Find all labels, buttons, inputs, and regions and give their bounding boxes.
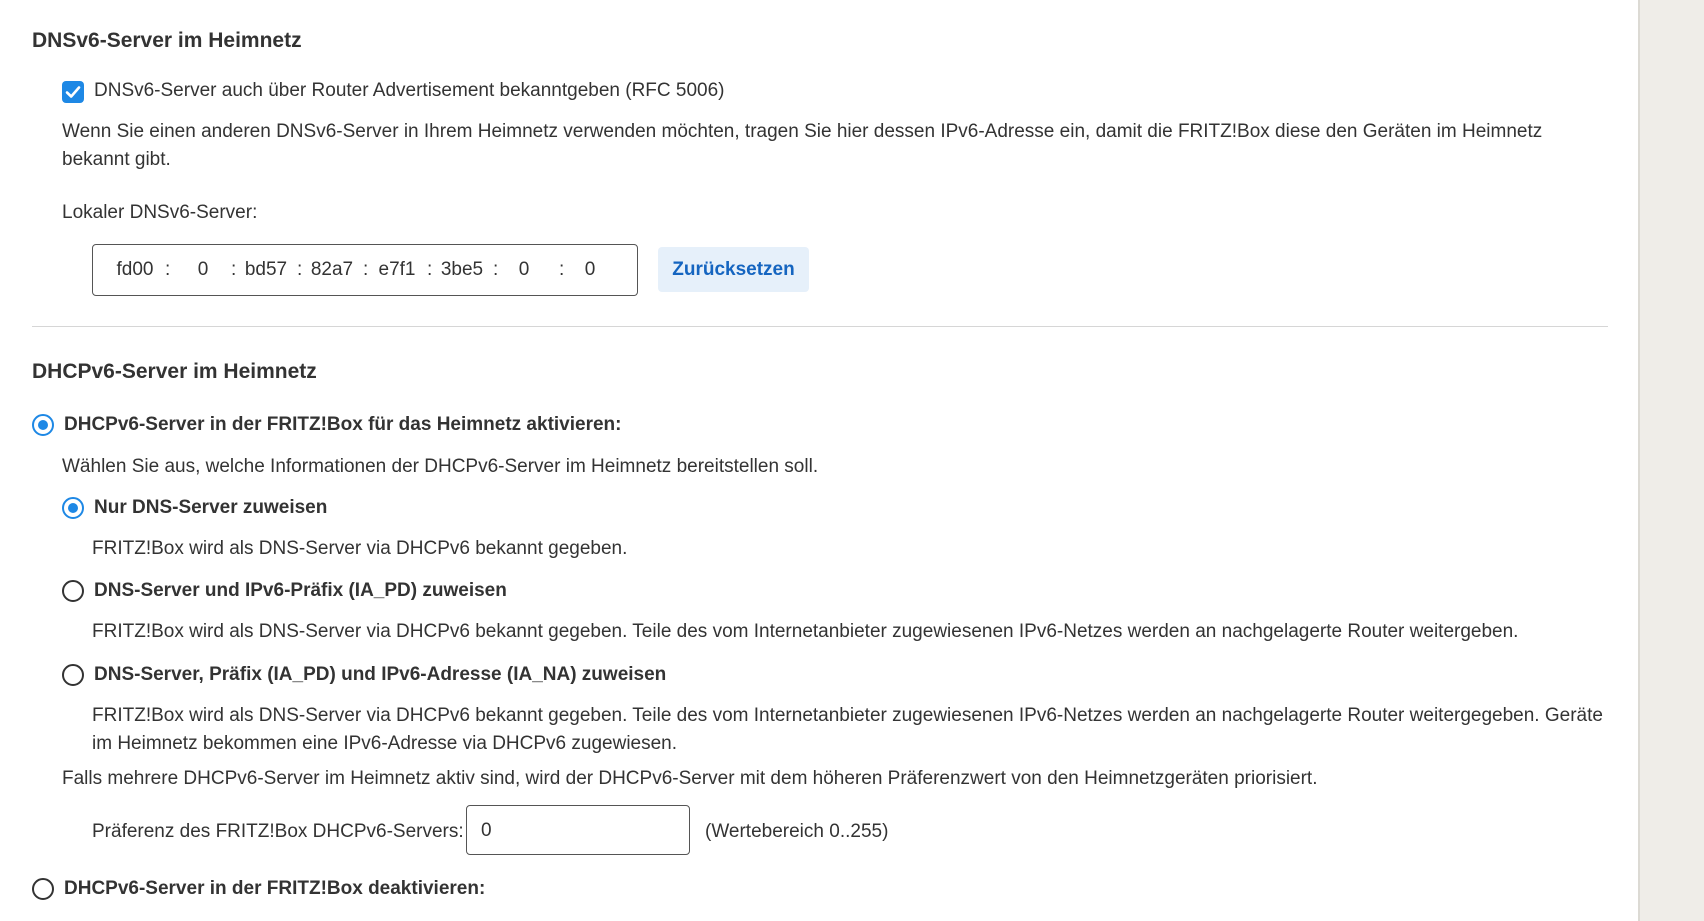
ip-segment-7[interactable]: 0 [518, 259, 530, 280]
dns-section-heading: DNSv6-Server im Heimnetz [32, 29, 302, 52]
option-dns-prefix-description: FRITZ!Box wird als DNS-Server via DHCPv6 bekannt gegeben. Teile des vom Internetanbieter zugewiesenen IPv6-Netzes werden an nachgelagerte Router weitergeben. [92, 621, 1519, 642]
ip-segment-3[interactable]: bd57 [244, 259, 288, 280]
option-dns-prefix-address-label[interactable]: DNS-Server, Präfix (IA_PD) und IPv6-Adresse (IA_NA) zuweisen [94, 664, 667, 685]
section-divider [32, 326, 1608, 327]
preference-label: Präferenz des FRITZ!Box DHCPv6-Servers: [92, 821, 464, 842]
option-dns-prefix-label[interactable]: DNS-Server und IPv6-Präfix (IA_PD) zuweisen [94, 580, 507, 601]
option-dns-prefix-address-description: FRITZ!Box wird als DNS-Server via DHCPv6 bekannt gegeben. Teile des vom Internetanbieter zugewiesenen IPv6-Netzes werden an nachgelagerte Router weitergegeben. Geräte im Heimnetz bekommen eine IPv6-Adresse via DHCPv6 zugewiesen. [92, 705, 1603, 754]
ip-separator: : [559, 259, 565, 280]
ip-segment-4[interactable]: 82a7 [310, 259, 354, 280]
option-dns-only-radio[interactable] [62, 497, 84, 519]
dhcp-deactivate-radio[interactable] [32, 878, 54, 900]
ip-segment-6[interactable]: 3be5 [440, 259, 484, 280]
ip-segment-1[interactable]: fd00 [116, 259, 154, 280]
dhcp-choose-text: Wählen Sie aus, welche Informationen der DHCPv6-Server im Heimnetz bereitstellen soll. [62, 456, 819, 477]
dhcp-priority-text: Falls mehrere DHCPv6-Server im Heimnetz aktiv sind, wird der DHCPv6-Server mit dem höheren Präferenzwert von den Heimnetzgeräten priorisiert. [62, 768, 1318, 789]
reset-button[interactable]: Zurücksetzen [658, 247, 809, 292]
option-dns-only-label[interactable]: Nur DNS-Server zuweisen [94, 497, 328, 518]
ip-separator: : [427, 259, 433, 280]
local-dns-label: Lokaler DNSv6-Server: [62, 202, 258, 223]
preference-value: 0 [481, 820, 492, 841]
dns-description: Wenn Sie einen anderen DNSv6-Server in Ihrem Heimnetz verwenden möchten, tragen Sie hier dessen IPv6-Adresse ein, damit die FRITZ!Box diese den Geräten im Heimnetz bekannt gibt. [62, 121, 1543, 170]
dhcp-activate-radio[interactable] [32, 414, 54, 436]
ipv6-address-input[interactable] [92, 244, 638, 296]
checkmark-icon [64, 83, 82, 101]
option-dns-prefix-address-radio[interactable] [62, 664, 84, 686]
dns-advertise-label[interactable]: DNSv6-Server auch über Router Advertisement bekanntgeben (RFC 5006) [94, 80, 725, 101]
ip-segment-8[interactable]: 0 [584, 259, 596, 280]
preference-range-hint: (Wertebereich 0..255) [705, 821, 889, 842]
ip-separator: : [165, 259, 171, 280]
option-dns-prefix-radio[interactable] [62, 580, 84, 602]
ip-segment-5[interactable]: e7f1 [378, 259, 416, 280]
dhcp-activate-label[interactable]: DHCPv6-Server in der FRITZ!Box für das Heimnetz aktivieren: [64, 414, 622, 435]
dns-advertise-checkbox[interactable] [62, 81, 84, 103]
ip-separator: : [363, 259, 369, 280]
ip-separator: : [297, 259, 303, 280]
preference-input[interactable] [466, 805, 690, 855]
dhcp-deactivate-label[interactable]: DHCPv6-Server in der FRITZ!Box deaktivieren: [64, 878, 486, 899]
ip-separator: : [231, 259, 237, 280]
option-dns-only-description: FRITZ!Box wird als DNS-Server via DHCPv6 bekannt gegeben. [92, 538, 628, 559]
ip-segment-2[interactable]: 0 [197, 259, 209, 280]
dhcp-section-heading: DHCPv6-Server im Heimnetz [32, 360, 317, 383]
ip-separator: : [493, 259, 499, 280]
